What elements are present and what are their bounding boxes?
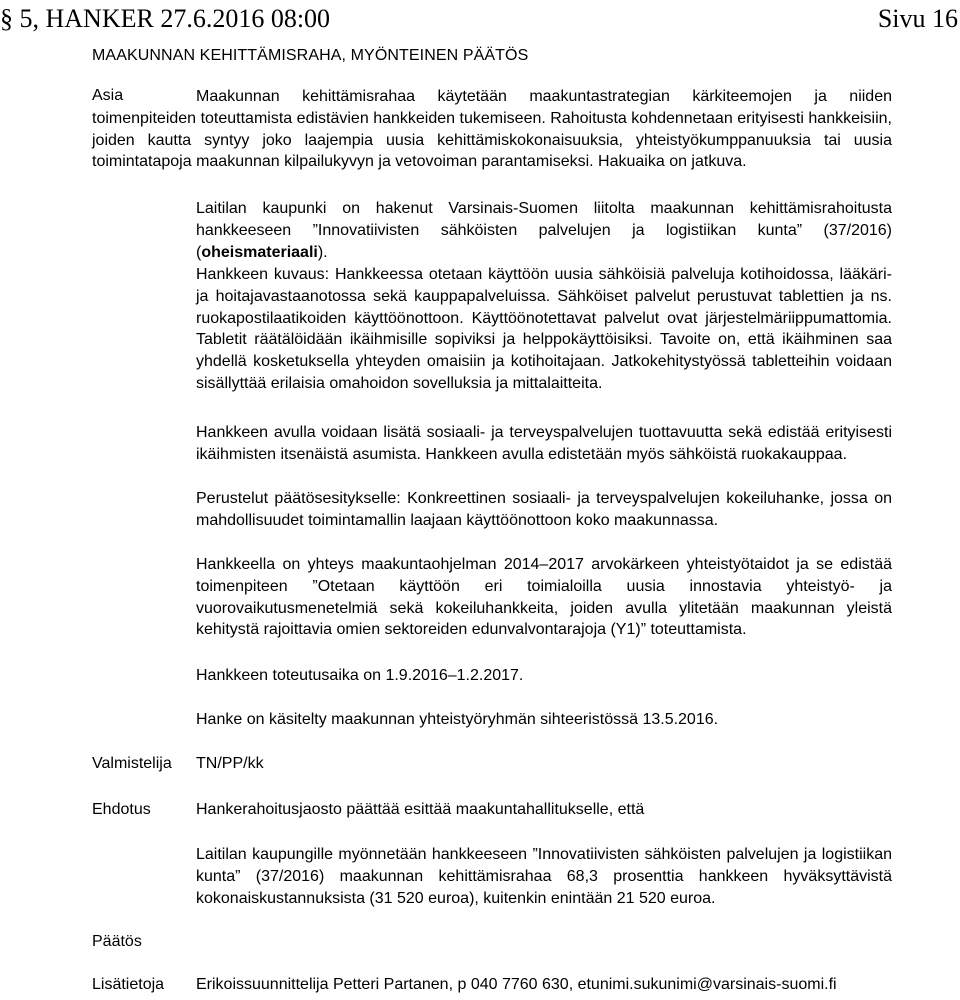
asia-paragraph-benefits: Hankkeen avulla voidaan lisätä sosiaali- ja terveyspalvelujen tuottavuutta sekä edistää erityisesti ikäihmisten itsenäistä asumista. Hankkeen avulla edistetään myös sähköistä ruokakauppaa.	[196, 424, 892, 463]
attachment-reference: oheismateriaali	[201, 243, 318, 261]
asia-paragraph-description: Hankkeen kuvaus: Hankkeessa otetaan käyttöön uusia sähköisiä palveluja kotihoidossa, lääkäri- ja hoitajavastaanotossa sekä kauppapalveluissa. Sähköiset palvelut perustuvat tablettien ja ns. ruokapostilaatikoiden käyttöönottoon. Käyttöönotettavat palvelut ovat järjestelmäriippumattomia. Tabletit räätälöidään ikäihmisille sopiviksi ja helppokäyttöisiksi. Tavoite on, että ikäihminen saa yhdellä kosketuksella yhteyden omaisiin ja kotihoitajaan. Jatkokehitystyössä tabletteihin voidaan sisällyttää erilaisia omahoidon sovelluksia ja mittalaitteita.	[196, 266, 892, 392]
label-valmistelija: Valmistelija	[92, 755, 172, 772]
application-text: Laitilan kaupunki on hakenut Varsinais-Suomen liitolta maakunnan kehittämisrahoitusta hankkeeseen ”Innovatiivisten sähköisten palvelujen ja logistiikan kunta” (37/2016) (	[196, 200, 892, 261]
label-ehdotus: Ehdotus	[92, 801, 151, 818]
asia-implementation-period: Hankkeen toteutusaika on 1.9.2016–1.2.2017.	[196, 667, 524, 684]
page-header-meeting-ref: § 5, HANKER 27.6.2016 08:00	[0, 4, 331, 33]
valmistelija-value: TN/PP/kk	[196, 755, 264, 772]
asia-processing-note: Hanke on käsitelty maakunnan yhteistyöryhmän sihteeristössä 13.5.2016.	[196, 711, 719, 728]
asia-paragraph-programme-link: Hankkeella on yhteys maakuntaohjelman 2014–2017 arvokärkeen yhteistyötaidot ja se edistää toimenpiteen ”Otetaan käyttöön eri toimialoilla uusia innostavia yhteistyö- ja vuorovaikutusmenetelmiä sekä kokeiluhankkeita, joiden avulla ylitetään maakunnan yleistä kehitystä rajoittavia omien sektoreiden edunvalvontarajoja (Y1)” toteuttamista.	[196, 556, 892, 639]
asia-paragraph-application	[196, 198, 892, 263]
document-title: MAAKUNNAN KEHITTÄMISRAHA, MYÖNTEINEN PÄÄTÖS	[92, 47, 529, 64]
ehdotus-decision-paragraph: Laitilan kaupungille myönnetään hankkeeseen ”Innovatiivisten sähköisten palvelujen ja logistiikan kunta” (37/2016) maakunnan kehittämisrahaa 68,3 prosenttia hankkeen hyväksyttävistä kokonaiskustannuksista (31 520 euroa), kuitenkin enintään 21 520 euroa.	[196, 846, 892, 907]
application-text-end: ).	[317, 243, 328, 261]
asia-paragraph-justification: Perustelut päätösesitykselle: Konkreettinen sosiaali- ja terveyspalvelujen kokeiluhanke, jossa on mahdollisuudet toimintamallin laajaan käyttöönottoon koko maakunnassa.	[196, 490, 892, 529]
label-lisatietoja: Lisätietoja	[92, 976, 165, 993]
ehdotus-intro: Hankerahoitusjaosto päättää esittää maakuntahallitukselle, että	[196, 801, 645, 818]
label-paatos: Päätös	[92, 933, 142, 950]
page-number: Sivu 16	[877, 4, 958, 33]
contact-info: Erikoissuunnittelija Petteri Partanen, p 040 7760 630, etunimi.sukunimi@varsinais-suomi.fi	[196, 976, 837, 993]
asia-intro-paragraph: Maakunnan kehittämisrahaa käytetään maakuntastrategian kärkiteemojen ja niiden toimenpiteiden toteuttamista edistävien hankkeiden tukemiseen. Rahoitusta kohdennetaan erityisesti hankkeisiin, joiden kautta syntyy joko laajempia uusia kehittämiskokonaisuuksia, yhteistyökumppanuuksia tai uusia toimintatapoja maakunnan kilpailukyvyn ja vetovoiman parantamiseksi. Hakuaika on jatkuva.	[92, 88, 892, 171]
label-asia: Asia	[92, 87, 124, 104]
